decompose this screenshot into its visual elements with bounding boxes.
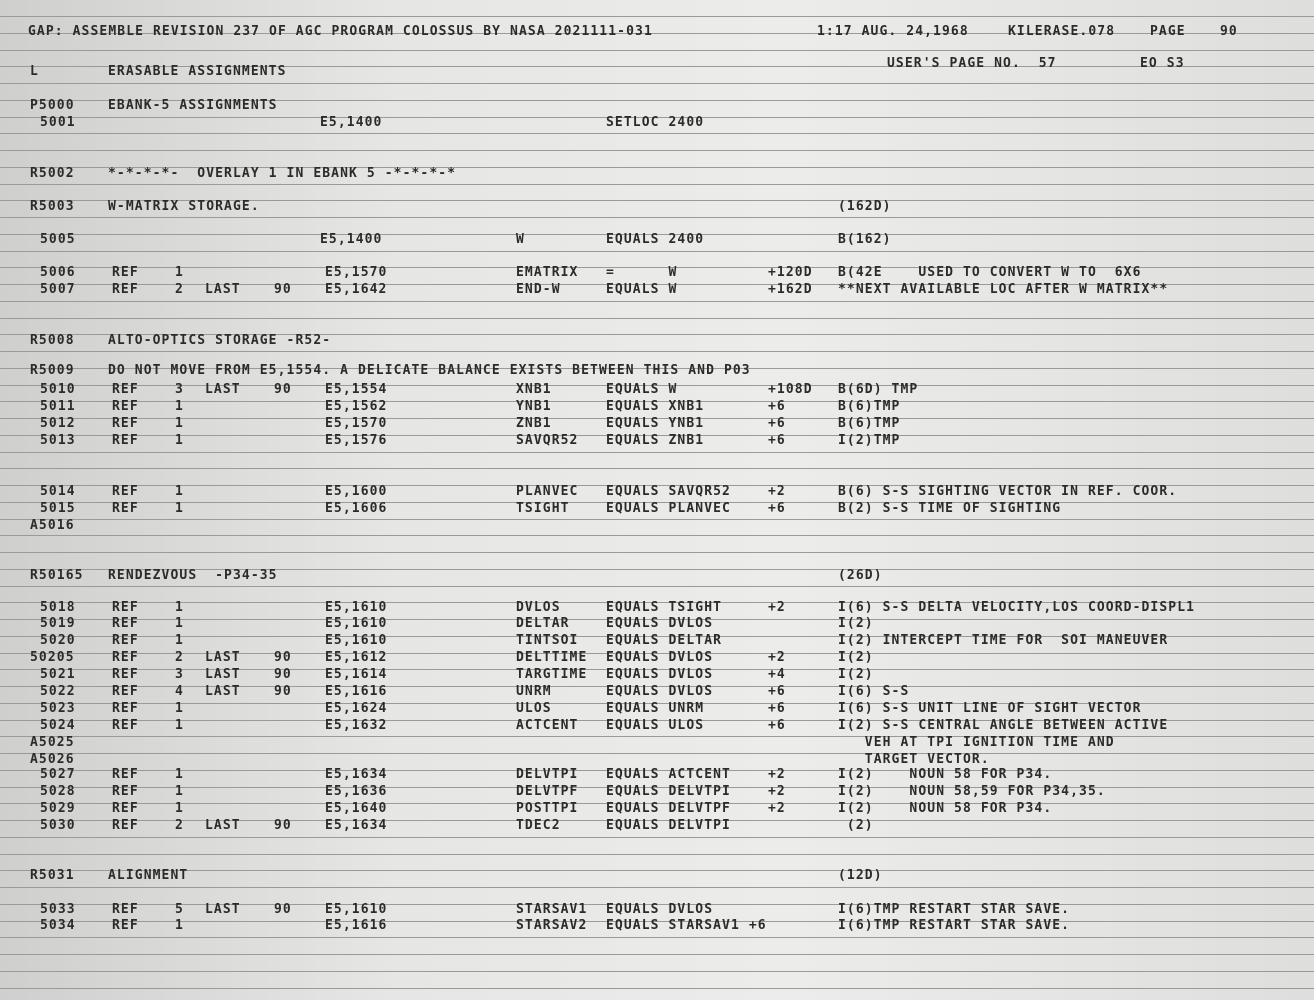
card-number: 5021 (40, 667, 76, 682)
card-number: 5013 (40, 433, 76, 448)
offset: +6 (768, 399, 786, 414)
listing-line (0, 282, 1314, 298)
card-number: 5018 (40, 600, 76, 615)
card-number: A5016 (30, 518, 75, 533)
comment: B(42E USED TO CONVERT W TO 6X6 (838, 265, 1142, 280)
header-file: KILERASE.078 (1008, 24, 1116, 39)
paper-rule (0, 854, 1314, 855)
listing-line (0, 818, 1314, 834)
symbol: PLANVEC (516, 484, 579, 499)
offset: +6 (768, 501, 786, 516)
comment: I(2) S-S CENTRAL ANGLE BETWEEN ACTIVE (838, 718, 1169, 733)
last-tag: LAST (205, 382, 241, 397)
offset: +6 (768, 718, 786, 733)
card-number: R50165 (30, 568, 84, 583)
listing-line (0, 784, 1314, 800)
line-label: ALTO-OPTICS STORAGE -R52- (108, 333, 332, 348)
line-label: *-*-*-*- OVERLAY 1 IN EBANK 5 -*-*-*-* (108, 166, 457, 181)
card-number: 50205 (30, 650, 75, 665)
symbol: SAVQR52 (516, 433, 579, 448)
ref-tag: REF (112, 801, 139, 816)
listing-line (0, 115, 1314, 131)
address: E5,1634 (325, 767, 388, 782)
symbol: ZNB1 (516, 416, 552, 431)
card-number: 5015 (40, 501, 76, 516)
operation: EQUALS UNRM (606, 701, 705, 716)
operation: EQUALS ULOS (606, 718, 705, 733)
listing-line (0, 416, 1314, 432)
comment: B(6)TMP (838, 416, 901, 431)
last-tag: LAST (205, 818, 241, 833)
symbol: EMATRIX (516, 265, 579, 280)
address: E5,1634 (325, 818, 388, 833)
paper-rule (0, 988, 1314, 989)
address: E5,1610 (325, 616, 388, 631)
ref-count: 1 (175, 918, 184, 933)
listing-line (0, 232, 1314, 248)
comment: I(2) (838, 616, 874, 631)
paper-rule (0, 552, 1314, 553)
symbol: STARSAV2 (516, 918, 588, 933)
listing-line (0, 333, 1314, 349)
last-tag: LAST (205, 902, 241, 917)
card-number: R5002 (30, 166, 75, 181)
listing-line (0, 735, 1314, 751)
last-page: 90 (274, 282, 292, 297)
ref-count: 1 (175, 701, 184, 716)
ref-tag: REF (112, 484, 139, 499)
operation: EQUALS YNB1 (606, 416, 705, 431)
listing-line (0, 633, 1314, 649)
operation: EQUALS TSIGHT (606, 600, 723, 615)
paper-rule (0, 50, 1314, 51)
ref-count: 1 (175, 801, 184, 816)
line-label: RENDEZVOUS -P34-35 (108, 568, 278, 583)
line-label: EBANK-5 ASSIGNMENTS (108, 98, 278, 113)
last-page: 90 (274, 382, 292, 397)
address: E5,1640 (325, 801, 388, 816)
symbol: STARSAV1 (516, 902, 588, 917)
paper-rule (0, 954, 1314, 955)
address: E5,1614 (325, 667, 388, 682)
listing-line (0, 433, 1314, 449)
listing-line (0, 98, 1314, 114)
paper-rule (0, 837, 1314, 838)
card-number: 5033 (40, 902, 76, 917)
paper-rule (0, 452, 1314, 453)
listing-line (0, 501, 1314, 517)
ref-count: 1 (175, 767, 184, 782)
line-label: W-MATRIX STORAGE. (108, 199, 260, 214)
ref-tag: REF (112, 416, 139, 431)
symbol: ULOS (516, 701, 552, 716)
comment: (2) (838, 818, 874, 833)
last-tag: LAST (205, 650, 241, 665)
ref-count: 1 (175, 784, 184, 799)
paper-rule (0, 971, 1314, 972)
ref-tag: REF (112, 784, 139, 799)
operation: EQUALS W (606, 282, 678, 297)
ref-count: 1 (175, 433, 184, 448)
listing-line (0, 752, 1314, 768)
symbol: YNB1 (516, 399, 552, 414)
card-number: 5027 (40, 767, 76, 782)
address: E5,1610 (325, 633, 388, 648)
offset: +6 (768, 684, 786, 699)
comment: B(6)TMP (838, 399, 901, 414)
address: E5,1610 (325, 600, 388, 615)
card-number: 5010 (40, 382, 76, 397)
paper-rule (0, 468, 1314, 469)
ref-count: 4 (175, 684, 184, 699)
listing-line (0, 650, 1314, 666)
paper-rule (0, 83, 1314, 84)
symbol: DELTAR (516, 616, 570, 631)
operation: EQUALS ACTCENT (606, 767, 731, 782)
listing-line (0, 568, 1314, 584)
comment: VEH AT TPI IGNITION TIME AND (838, 735, 1115, 750)
ref-tag: REF (112, 282, 139, 297)
comment: **NEXT AVAILABLE LOC AFTER W MATRIX** (838, 282, 1169, 297)
listing-line (0, 399, 1314, 415)
header-timestamp: 1:17 AUG. 24,1968 (817, 24, 969, 39)
comment: I(2)TMP (838, 433, 901, 448)
ref-count: 1 (175, 501, 184, 516)
comment: I(6) S-S DELTA VELOCITY,LOS COORD-DISPL1 (838, 600, 1196, 615)
comment: I(2) (838, 667, 874, 682)
paper-rule (0, 318, 1314, 319)
listing-line (0, 518, 1314, 534)
last-tag: LAST (205, 684, 241, 699)
card-number: 5030 (40, 818, 76, 833)
ref-count: 1 (175, 399, 184, 414)
ref-tag: REF (112, 718, 139, 733)
offset: +120D (768, 265, 813, 280)
card-number: 5022 (40, 684, 76, 699)
address: E5,1624 (325, 701, 388, 716)
listing-line (0, 918, 1314, 934)
card-number: R5003 (30, 199, 75, 214)
card-number: R5009 (30, 363, 75, 378)
header-page-number: 90 (1220, 24, 1238, 39)
last-page: 90 (274, 667, 292, 682)
paper-rule (0, 937, 1314, 938)
address: E5,1606 (325, 501, 388, 516)
ref-count: 1 (175, 718, 184, 733)
last-tag: LAST (205, 667, 241, 682)
ref-tag: REF (112, 667, 139, 682)
offset: +4 (768, 667, 786, 682)
card-number: R5031 (30, 868, 75, 883)
comment: B(6D) TMP (838, 382, 919, 397)
offset: +2 (768, 600, 786, 615)
header-page-label: PAGE (1150, 24, 1186, 39)
paper-rule (0, 301, 1314, 302)
card-number: 5019 (40, 616, 76, 631)
listing-line (0, 684, 1314, 700)
header-title: GAP: ASSEMBLE REVISION 237 OF AGC PROGRAM COLOSSUS BY NASA 2021111-031 (28, 24, 653, 39)
last-page: 90 (274, 818, 292, 833)
listing-line (0, 868, 1314, 884)
section-line (0, 64, 1314, 80)
comment: I(6)TMP RESTART STAR SAVE. (838, 902, 1071, 917)
address: E5,1632 (325, 718, 388, 733)
listing-line (0, 166, 1314, 182)
symbol: POSTTPI (516, 801, 579, 816)
address: E5,1562 (325, 399, 388, 414)
operation: EQUALS DVLOS (606, 650, 714, 665)
ref-count: 1 (175, 265, 184, 280)
paper-rule (0, 586, 1314, 587)
ref-count: 2 (175, 818, 184, 833)
address: E5,1570 (325, 416, 388, 431)
line-label: ALIGNMENT (108, 868, 189, 883)
symbol: TARGTIME (516, 667, 588, 682)
ref-count: 1 (175, 484, 184, 499)
ref-tag: REF (112, 684, 139, 699)
symbol: DELTTIME (516, 650, 588, 665)
offset: +6 (768, 433, 786, 448)
operation: = W (606, 265, 678, 280)
card-number: A5026 (30, 752, 75, 767)
ref-tag: REF (112, 501, 139, 516)
offset: +2 (768, 801, 786, 816)
symbol: ACTCENT (516, 718, 579, 733)
operation: EQUALS DVLOS (606, 902, 714, 917)
offset: +6 (768, 701, 786, 716)
listing-line (0, 265, 1314, 281)
card-number: 5001 (40, 115, 76, 130)
card-number: 5029 (40, 801, 76, 816)
operation: EQUALS PLANVEC (606, 501, 731, 516)
comment: I(2) (838, 650, 874, 665)
last-page: 90 (274, 650, 292, 665)
ref-tag: REF (112, 918, 139, 933)
ref-tag: REF (112, 399, 139, 414)
symbol: DVLOS (516, 600, 561, 615)
operation: EQUALS SAVQR52 (606, 484, 731, 499)
ref-count: 3 (175, 667, 184, 682)
last-page: 90 (274, 684, 292, 699)
ref-count: 5 (175, 902, 184, 917)
section-title: ERASABLE ASSIGNMENTS (108, 64, 287, 79)
offset: +2 (768, 784, 786, 799)
listing-line (0, 701, 1314, 717)
address: E5,1616 (325, 918, 388, 933)
comment: I(2) NOUN 58 FOR P34. (838, 767, 1053, 782)
symbol: W (516, 232, 525, 247)
operation: EQUALS STARSAV1 +6 (606, 918, 767, 933)
operation: SETLOC 2400 (606, 115, 705, 130)
address: E5,1642 (325, 282, 388, 297)
user-page-number: USER'S PAGE NO. 57 (887, 56, 1057, 71)
offset: +6 (768, 416, 786, 431)
card-number: 5012 (40, 416, 76, 431)
listing-line (0, 600, 1314, 616)
ref-tag: REF (112, 616, 139, 631)
ref-tag: REF (112, 701, 139, 716)
operation: EQUALS ZNB1 (606, 433, 705, 448)
address: E5,1570 (325, 265, 388, 280)
listing-line (0, 382, 1314, 398)
listing-line (0, 616, 1314, 632)
listing-line (0, 199, 1314, 215)
listing-line (0, 667, 1314, 683)
comment: I(2) NOUN 58 FOR P34. (838, 801, 1053, 816)
operation: EQUALS DVLOS (606, 667, 714, 682)
offset: +162D (768, 282, 813, 297)
symbol: END-W (516, 282, 561, 297)
header-line (0, 24, 1314, 40)
card-number: 5034 (40, 918, 76, 933)
comment: I(6) S-S UNIT LINE OF SIGHT VECTOR (838, 701, 1142, 716)
card-number: 5028 (40, 784, 76, 799)
ref-tag: REF (112, 633, 139, 648)
operation: EQUALS W (606, 382, 678, 397)
paper-rule (0, 535, 1314, 536)
address: E5,1554 (325, 382, 388, 397)
symbol: TDEC2 (516, 818, 561, 833)
offset: +2 (768, 484, 786, 499)
paper-rule (0, 133, 1314, 134)
eo-code: EO S3 (1140, 56, 1185, 71)
last-page: 90 (274, 902, 292, 917)
listing-line (0, 767, 1314, 783)
address: E5,1400 (320, 115, 383, 130)
address: E5,1612 (325, 650, 388, 665)
last-tag: LAST (205, 282, 241, 297)
ref-count: 1 (175, 633, 184, 648)
operation: EQUALS DELVTPI (606, 818, 731, 833)
ref-count: 1 (175, 616, 184, 631)
ref-tag: REF (112, 600, 139, 615)
operation: EQUALS DELVTPI (606, 784, 731, 799)
card-number: 5005 (40, 232, 76, 247)
listing-line (0, 902, 1314, 918)
paper-rule (0, 150, 1314, 151)
card-number: 5014 (40, 484, 76, 499)
ref-tag: REF (112, 433, 139, 448)
address: E5,1600 (325, 484, 388, 499)
comment: TARGET VECTOR. (838, 752, 990, 767)
listing-line (0, 801, 1314, 817)
card-number: 5006 (40, 265, 76, 280)
ref-tag: REF (112, 265, 139, 280)
paper-rule (0, 251, 1314, 252)
symbol: TINTSOI (516, 633, 579, 648)
paper-rule (0, 887, 1314, 888)
comment: I(2) NOUN 58,59 FOR P34,35. (838, 784, 1106, 799)
ref-count: 2 (175, 650, 184, 665)
operation: EQUALS DVLOS (606, 684, 714, 699)
card-number: A5025 (30, 735, 75, 750)
comment: (12D) (838, 868, 883, 883)
symbol: UNRM (516, 684, 552, 699)
address: E5,1610 (325, 902, 388, 917)
symbol: TSIGHT (516, 501, 570, 516)
ref-count: 2 (175, 282, 184, 297)
address: E5,1576 (325, 433, 388, 448)
line-label: DO NOT MOVE FROM E5,1554. A DELICATE BALANCE EXISTS BETWEEN THIS AND P03 (108, 363, 751, 378)
card-number: R5008 (30, 333, 75, 348)
symbol: XNB1 (516, 382, 552, 397)
operation: EQUALS DELVTPF (606, 801, 731, 816)
operation: EQUALS XNB1 (606, 399, 705, 414)
ref-tag: REF (112, 818, 139, 833)
card-number: P5000 (30, 98, 75, 113)
listing-line (0, 363, 1314, 379)
ref-tag: REF (112, 767, 139, 782)
paper-rule (0, 351, 1314, 352)
symbol: DELVTPI (516, 767, 579, 782)
comment: I(2) INTERCEPT TIME FOR SOI MANEUVER (838, 633, 1169, 648)
card-number: 5011 (40, 399, 76, 414)
comment: (26D) (838, 568, 883, 583)
ref-count: 1 (175, 600, 184, 615)
card-number: 5024 (40, 718, 76, 733)
address: E5,1400 (320, 232, 383, 247)
listing-line (0, 484, 1314, 500)
paper-rule (0, 184, 1314, 185)
offset: +2 (768, 650, 786, 665)
comment: I(6) S-S (838, 684, 910, 699)
paper-rule (0, 16, 1314, 17)
comment: B(162) (838, 232, 892, 247)
ref-tag: REF (112, 382, 139, 397)
offset: +108D (768, 382, 813, 397)
ref-tag: REF (112, 902, 139, 917)
paper-rule (0, 217, 1314, 218)
ref-count: 1 (175, 416, 184, 431)
comment: B(6) S-S SIGHTING VECTOR IN REF. COOR. (838, 484, 1178, 499)
address: E5,1616 (325, 684, 388, 699)
section-code: L (30, 64, 39, 79)
card-number: 5007 (40, 282, 76, 297)
listing-line (0, 718, 1314, 734)
comment: B(2) S-S TIME OF SIGHTING (838, 501, 1062, 516)
operation: EQUALS 2400 (606, 232, 705, 247)
ref-tag: REF (112, 650, 139, 665)
card-number: 5023 (40, 701, 76, 716)
comment: I(6)TMP RESTART STAR SAVE. (838, 918, 1071, 933)
operation: EQUALS DVLOS (606, 616, 714, 631)
offset: +2 (768, 767, 786, 782)
card-number: 5020 (40, 633, 76, 648)
ref-count: 3 (175, 382, 184, 397)
operation: EQUALS DELTAR (606, 633, 723, 648)
symbol: DELVTPF (516, 784, 579, 799)
comment: (162D) (838, 199, 892, 214)
address: E5,1636 (325, 784, 388, 799)
